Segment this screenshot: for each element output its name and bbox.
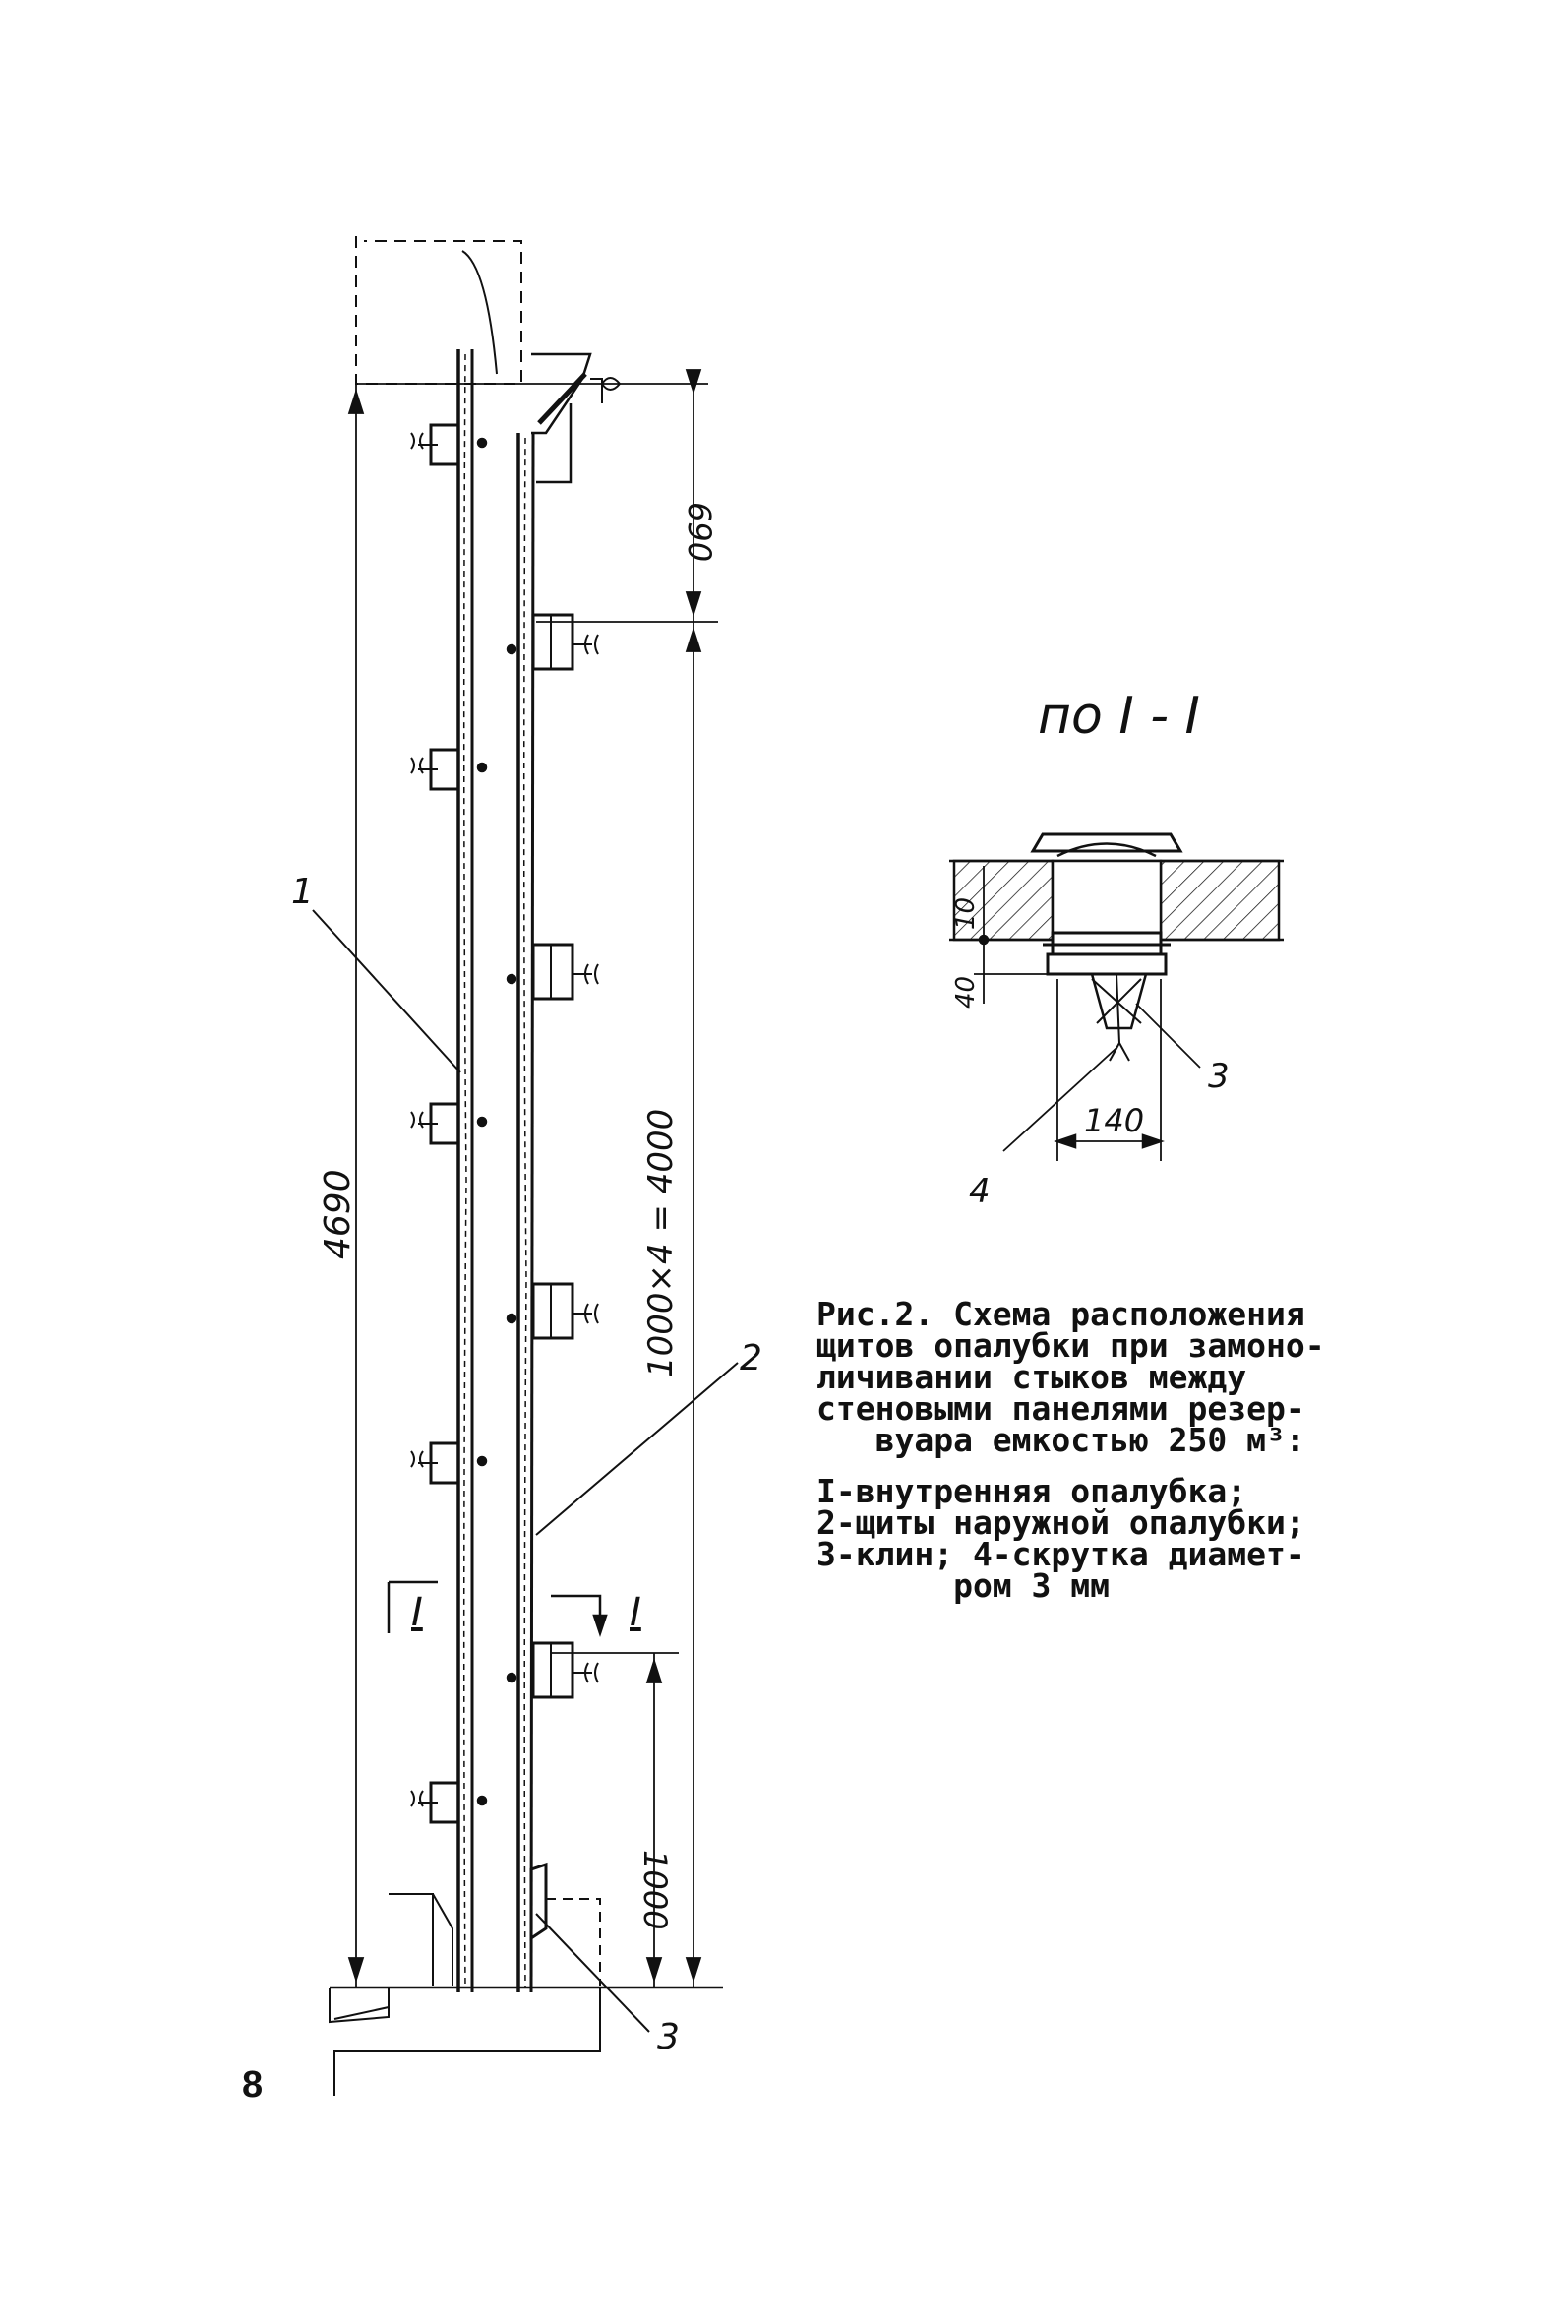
legend-line: 3-клин; 4-скрутка диамет-	[816, 1535, 1305, 1573]
section-dim-b: 40	[951, 975, 981, 1009]
outer-formwork-2	[518, 433, 533, 1992]
section-dim-a: 10	[951, 896, 981, 930]
dimension-chain-right	[536, 370, 718, 1988]
section-title: по I - I	[1038, 687, 1200, 746]
inner-formwork-1	[458, 349, 472, 1992]
dim-overall-height: 4690	[318, 1169, 358, 1259]
wedge-3	[531, 1865, 546, 1938]
dim-top-offset: 690	[681, 502, 718, 563]
caption-line: личивании стыков между	[816, 1358, 1247, 1396]
caption-line: щитов опалубки при замоно-	[816, 1326, 1325, 1365]
right-clamps	[508, 615, 598, 1697]
callout-2: 2	[740, 1338, 762, 1378]
caption-line: Рис.2. Схема расположения	[816, 1295, 1305, 1333]
section-mark-right: I	[630, 1590, 641, 1635]
callout-4-section: 4	[969, 1172, 991, 1211]
page-number: 8	[242, 2064, 264, 2106]
figure-legend	[816, 1472, 1367, 1605]
legend-line: 2-щиты наружной опалубки;	[816, 1503, 1305, 1542]
dim-bottom-spacing: 1000	[636, 1850, 674, 1930]
callout-1: 1	[291, 872, 314, 912]
callout-3-section: 3	[1208, 1057, 1230, 1096]
ghost-outline-top	[356, 236, 521, 384]
dim-panel-spacing: 1000×4 = 4000	[641, 1108, 681, 1377]
leader-2	[536, 1363, 738, 1535]
callout-3-main: 3	[657, 2017, 680, 2057]
leader-3	[536, 1914, 649, 2032]
figure-caption	[816, 1295, 1367, 1459]
legend-line: ром 3 мм	[816, 1566, 1111, 1605]
caption-line: вуара емкостью 250 м³:	[816, 1421, 1305, 1459]
section-dim-width: 140	[1084, 1102, 1145, 1139]
caption-line: стеновыми панелями резер-	[816, 1389, 1305, 1428]
legend-line: I-внутренняя опалубка;	[816, 1472, 1247, 1510]
leader-1	[313, 910, 460, 1072]
section-mark-left: I	[411, 1590, 423, 1635]
